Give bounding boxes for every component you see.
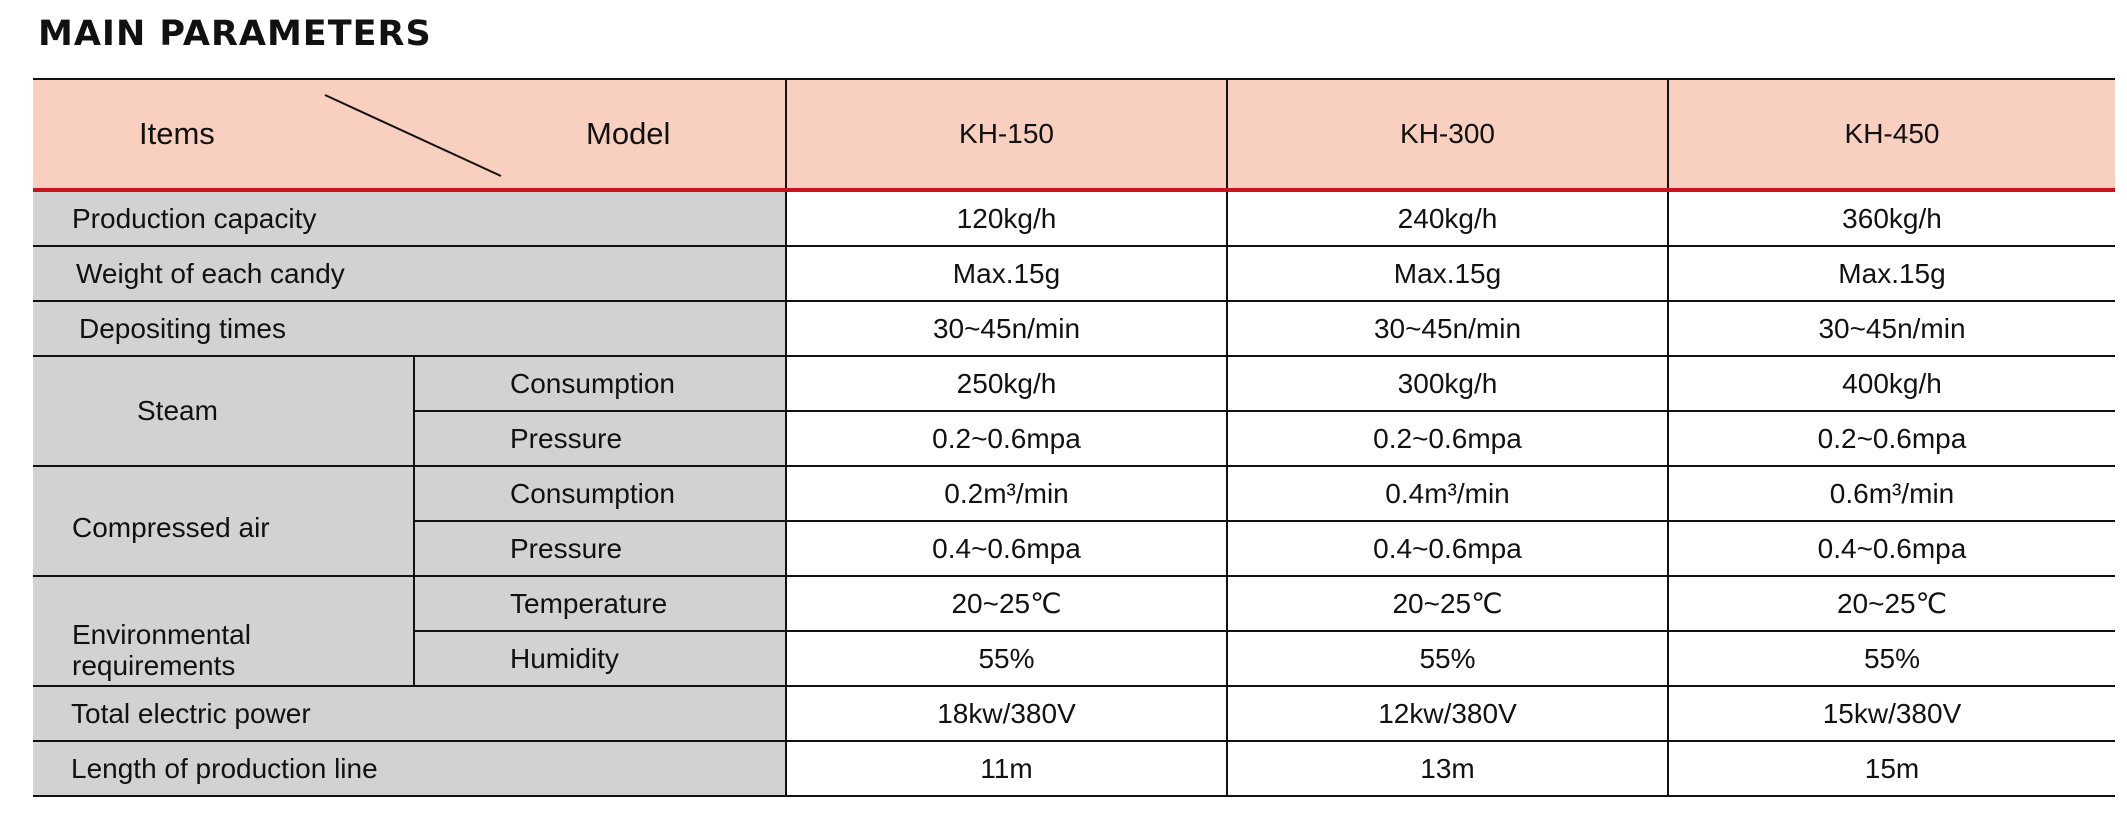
table-row bbox=[33, 576, 2115, 631]
table-cell: 300kg/h bbox=[1227, 356, 1668, 411]
row-label-length-production-line: Length of production line bbox=[33, 741, 786, 796]
table-cell: Max.15g bbox=[786, 246, 1227, 301]
env-label-line1: Environmental bbox=[72, 619, 251, 650]
table-cell: 20~25℃ bbox=[1227, 576, 1668, 631]
table-cell: 250kg/h bbox=[786, 356, 1227, 411]
table-cell: 12kw/380V bbox=[1227, 686, 1668, 741]
table-cell: 0.6m³/min bbox=[1668, 466, 2115, 521]
table-cell: 0.4m³/min bbox=[1227, 466, 1668, 521]
table-row bbox=[33, 741, 2115, 796]
group-label-environmental-requirements bbox=[33, 576, 414, 686]
table-cell: 15m bbox=[1668, 741, 2115, 796]
table-cell: 30~45n/min bbox=[1227, 301, 1668, 356]
items-model-corner-cell bbox=[33, 79, 786, 190]
sub-label-humidity: Humidity bbox=[414, 631, 786, 686]
table-cell: 30~45n/min bbox=[1668, 301, 2115, 356]
sub-label-air-pressure: Pressure bbox=[414, 521, 786, 576]
table-cell: 120kg/h bbox=[786, 190, 1227, 246]
row-label-depositing-times: Depositing times bbox=[33, 301, 786, 356]
table-cell: 55% bbox=[1668, 631, 2115, 686]
group-label-compressed-air: Compressed air bbox=[33, 466, 414, 576]
items-header-label: Items bbox=[139, 116, 215, 151]
table-cell: 0.2m³/min bbox=[786, 466, 1227, 521]
table-cell: 0.2~0.6mpa bbox=[1227, 411, 1668, 466]
parameters-table bbox=[33, 78, 2115, 797]
table-cell: 360kg/h bbox=[1668, 190, 2115, 246]
table-row bbox=[33, 190, 2115, 246]
sub-label-steam-pressure: Pressure bbox=[414, 411, 786, 466]
table-cell: 55% bbox=[1227, 631, 1668, 686]
table-cell: 240kg/h bbox=[1227, 190, 1668, 246]
table-cell: 20~25℃ bbox=[1668, 576, 2115, 631]
table-cell: 18kw/380V bbox=[786, 686, 1227, 741]
row-label-weight-each-candy: Weight of each candy bbox=[33, 246, 786, 301]
table-cell: 0.2~0.6mpa bbox=[786, 411, 1227, 466]
table-row bbox=[33, 686, 2115, 741]
table-cell: 15kw/380V bbox=[1668, 686, 2115, 741]
page-title: MAIN PARAMETERS bbox=[38, 14, 432, 54]
table-cell: 0.4~0.6mpa bbox=[1227, 521, 1668, 576]
row-label-production-capacity: Production capacity bbox=[33, 190, 786, 246]
table-row bbox=[33, 466, 2115, 521]
table-row bbox=[33, 356, 2115, 411]
env-label-line2: requirements bbox=[72, 650, 236, 681]
model-header-label: Model bbox=[586, 116, 671, 151]
model-header-kh300: KH-300 bbox=[1227, 79, 1668, 190]
sub-label-temperature: Temperature bbox=[414, 576, 786, 631]
table-cell: 0.4~0.6mpa bbox=[1668, 521, 2115, 576]
table-cell: 13m bbox=[1227, 741, 1668, 796]
model-header-kh450: KH-450 bbox=[1668, 79, 2115, 190]
table-cell: 30~45n/min bbox=[786, 301, 1227, 356]
row-label-total-electric-power: Total electric power bbox=[33, 686, 786, 741]
table-cell: 0.4~0.6mpa bbox=[786, 521, 1227, 576]
table-cell: Max.15g bbox=[1668, 246, 2115, 301]
table-cell: Max.15g bbox=[1227, 246, 1668, 301]
table-cell: 11m bbox=[786, 741, 1227, 796]
table-cell: 55% bbox=[786, 631, 1227, 686]
table-row bbox=[33, 246, 2115, 301]
table-cell: 0.2~0.6mpa bbox=[1668, 411, 2115, 466]
table-header-row bbox=[33, 79, 2115, 190]
group-label-steam: Steam bbox=[33, 356, 414, 466]
sub-label-steam-consumption: Consumption bbox=[414, 356, 786, 411]
model-header-kh150: KH-150 bbox=[786, 79, 1227, 190]
table-row bbox=[33, 301, 2115, 356]
table-cell: 400kg/h bbox=[1668, 356, 2115, 411]
sub-label-air-consumption: Consumption bbox=[414, 466, 786, 521]
table-cell: 20~25℃ bbox=[786, 576, 1227, 631]
